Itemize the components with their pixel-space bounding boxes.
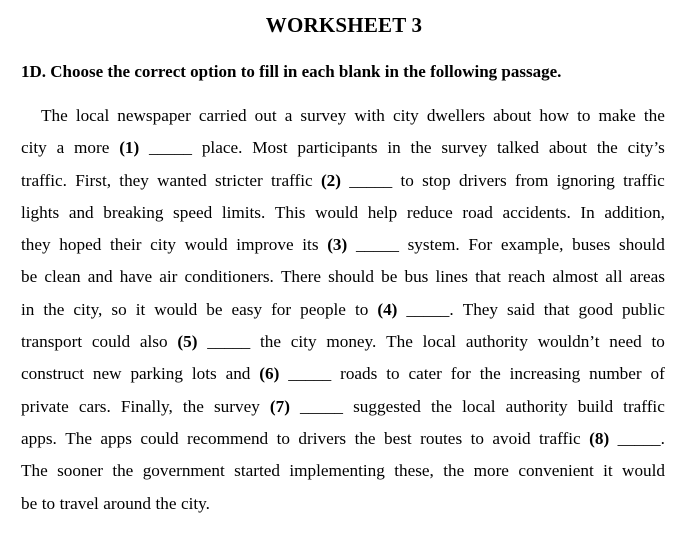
passage-word: air [159, 267, 178, 287]
passage-line [21, 423, 665, 455]
passage-word: would [184, 235, 228, 255]
passage-word: The [21, 461, 48, 481]
passage-word: to [651, 332, 665, 352]
passage-word: apps. [21, 428, 57, 448]
passage-word: started [234, 461, 280, 481]
passage-word: city, [73, 299, 103, 319]
blank-number: (8) [589, 428, 610, 448]
passage-line [21, 132, 665, 164]
passage-word: clean [44, 267, 81, 287]
passage-word: improve [236, 235, 294, 255]
passage-word: survey [441, 138, 488, 158]
passage-word: _____. [617, 428, 665, 448]
passage-word: city [150, 235, 176, 255]
passage-word: speed [173, 202, 213, 222]
passage-word: best [384, 428, 412, 448]
passage-word: be [381, 267, 398, 287]
passage-word: about [548, 138, 587, 158]
blank-number: (7) [269, 396, 290, 416]
passage-word: build [577, 396, 614, 416]
passage-word: be [21, 493, 38, 513]
passage-word: apps [100, 428, 132, 448]
passage-word: its [302, 235, 319, 255]
blank-number: (2) [320, 170, 341, 190]
passage-word: For [468, 235, 493, 255]
passage-word: to [400, 170, 414, 190]
passage-word: should [328, 267, 374, 287]
passage-word: said [507, 299, 535, 319]
passage-word: drivers [458, 170, 507, 190]
passage-word: Most [252, 138, 288, 158]
blank-number: (6) [259, 364, 280, 384]
passage-word: survey [213, 396, 260, 416]
passage-word: almost [552, 267, 599, 287]
passage-word: implementing [289, 461, 385, 481]
passage-word: dwellers [426, 106, 486, 125]
passage-word: a [284, 106, 293, 125]
passage-word: to [470, 428, 484, 448]
passage-word: city [290, 332, 317, 352]
blank-number: (3) [327, 235, 348, 255]
passage-word: avoid [492, 428, 531, 448]
passage-word: private [21, 396, 69, 416]
passage-word: The [41, 106, 68, 125]
passage-word: government [142, 461, 225, 481]
passage-word: new [92, 364, 122, 384]
passage-word: system. [407, 235, 460, 255]
passage-word: wanted [157, 170, 207, 190]
passage-word: bus [404, 267, 429, 287]
passage-word: survey [300, 106, 347, 125]
passage-word: money. [326, 332, 377, 352]
passage-word: The [65, 428, 92, 448]
passage-word: that [475, 267, 501, 287]
passage-word: they [119, 170, 149, 190]
passage-word: breaking [103, 202, 164, 222]
passage-word: local [462, 396, 496, 416]
passage-word: the [259, 332, 281, 352]
passage-line [21, 261, 665, 293]
passage-word: example, [500, 235, 564, 255]
passage-word: make [598, 106, 636, 125]
passage-line [21, 229, 665, 261]
passage-word: out [254, 106, 277, 125]
passage-word: would [315, 202, 359, 222]
passage-word: recommend [187, 428, 269, 448]
passage-word: increasing [509, 364, 581, 384]
passage-word: roads [340, 364, 378, 384]
passage-word: _____ [288, 364, 332, 384]
passage-line [21, 326, 665, 358]
passage-word: these, [394, 461, 434, 481]
passage-word: of [650, 364, 665, 384]
blank-number: (5) [177, 332, 198, 352]
passage-word: be [206, 299, 223, 319]
passage-word: routes [420, 428, 463, 448]
passage-word: lights [21, 202, 60, 222]
passage-word: _____ [207, 332, 251, 352]
passage-word: city. [180, 493, 210, 513]
passage-word: areas [629, 267, 665, 287]
passage-word: transport [21, 332, 83, 352]
passage-word: in [387, 138, 401, 158]
passage-word: lines [435, 267, 468, 287]
exercise-instruction: 1D. Choose the correct option to fill in each blank in the following passage. [21, 62, 562, 81]
passage-word: _____ [300, 396, 343, 416]
passage-word: to [577, 106, 591, 125]
passage-word: This [274, 202, 306, 222]
passage-word: stop [422, 170, 451, 190]
passage-word: reduce [406, 202, 453, 222]
passage-word: be [21, 267, 38, 287]
passage-word: road [462, 202, 493, 222]
passage-word: public [621, 299, 665, 319]
passage-word: travel [59, 493, 99, 513]
passage-word: have [119, 267, 153, 287]
passage-word: traffic [271, 170, 313, 190]
passage-word: _____. [406, 299, 454, 319]
passage-word: There [280, 267, 322, 287]
passage-word: and [68, 202, 94, 222]
passage-word: newspaper [117, 106, 191, 125]
passage-word: need [609, 332, 642, 352]
passage-word: how [539, 106, 570, 125]
passage-word: good [578, 299, 613, 319]
passage-word: should [619, 235, 665, 255]
passage-word: the [182, 396, 204, 416]
passage-word: with [354, 106, 385, 125]
passage-word: a [56, 138, 65, 158]
passage-word: traffic [539, 428, 581, 448]
passage-line [21, 165, 665, 197]
passage-word: from [514, 170, 549, 190]
passage-word: lots [191, 364, 217, 384]
passage-word: the [643, 106, 665, 125]
passage-word: drivers [298, 428, 347, 448]
passage-word: it [603, 461, 613, 481]
passage-word: could [91, 332, 131, 352]
passage-word: the [443, 461, 465, 481]
passage-word: _____ [349, 170, 393, 190]
passage-word: participants [297, 138, 378, 158]
passage-word: could [140, 428, 179, 448]
passage-word: around [103, 493, 151, 513]
passage-word: _____ [149, 138, 193, 158]
passage-word: would [622, 461, 665, 481]
blank-number: (4) [377, 299, 398, 319]
passage-word: to [354, 299, 369, 319]
passage-word: also [139, 332, 168, 352]
passage-word: hoped [59, 235, 102, 255]
passage-word: cars. [78, 396, 111, 416]
passage-word: traffic [623, 170, 665, 190]
passage-word: local [75, 106, 110, 125]
passage-word: for [450, 364, 471, 384]
passage-word: and [87, 267, 113, 287]
passage-word: city [392, 106, 419, 125]
passage-line [21, 455, 665, 487]
passage-line [21, 391, 665, 423]
passage-line [21, 197, 665, 229]
passage-word: and [225, 364, 251, 384]
passage-word: authority [505, 396, 568, 416]
passage-word: traffic. [21, 170, 67, 190]
passage-word: the [430, 396, 452, 416]
passage-word: the [410, 138, 432, 158]
passage-word: accidents. [502, 202, 571, 222]
passage-word: to [386, 364, 400, 384]
passage-word: conditioners. [184, 267, 274, 287]
passage-word: so [111, 299, 127, 319]
passage-word: They [462, 299, 499, 319]
passage-line [21, 358, 665, 390]
passage-word: authority [465, 332, 528, 352]
passage-word: the [354, 428, 376, 448]
passage-word: addition, [604, 202, 665, 222]
worksheet-title: WORKSHEET 3 [265, 13, 423, 37]
passage-word: In [580, 202, 595, 222]
passage-word: their [109, 235, 142, 255]
blank-number: (1) [119, 138, 140, 158]
passage-word: about [493, 106, 532, 125]
passage-word: _____ [355, 235, 399, 255]
passage-word: the [112, 461, 134, 481]
passage-word: construct [21, 364, 85, 384]
passage-word: carried [198, 106, 247, 125]
passage-word: more [74, 138, 110, 158]
passage-word: it [135, 299, 146, 319]
passage-word: number [589, 364, 642, 384]
passage-word: talked [497, 138, 539, 158]
passage-word: they [21, 235, 51, 255]
passage-word: Finally, [120, 396, 173, 416]
passage-word: for [271, 299, 292, 319]
passage-word: parking [130, 364, 183, 384]
passage-word: ignoring [556, 170, 615, 190]
passage-line [21, 100, 665, 132]
passage-word: local [422, 332, 457, 352]
passage-word: traffic [623, 396, 665, 416]
passage-word: the [479, 364, 501, 384]
passage-line [21, 488, 665, 520]
passage-word: more [473, 461, 509, 481]
passage-word: suggested [353, 396, 421, 416]
passage-word: limits. [221, 202, 266, 222]
passage-word: The [386, 332, 413, 352]
passage-word: stricter [215, 170, 263, 190]
passage-word: to [41, 493, 56, 513]
passage-word: easy [231, 299, 263, 319]
passage-word: city [21, 138, 47, 158]
passage-word: the [155, 493, 177, 513]
passage-word: people [300, 299, 346, 319]
passage-word: cater [408, 364, 442, 384]
passage-word: wouldn’t [537, 332, 600, 352]
passage-word: sooner [57, 461, 103, 481]
passage-word: would [154, 299, 198, 319]
passage-word: First, [75, 170, 112, 190]
passage-word: place. [201, 138, 243, 158]
passage-word: that [543, 299, 570, 319]
passage-word: reach [507, 267, 546, 287]
reading-passage [21, 100, 665, 520]
passage-word: to [276, 428, 290, 448]
passage-word: all [605, 267, 623, 287]
passage-line [21, 294, 665, 326]
passage-word: the [43, 299, 65, 319]
passage-word: city’s [627, 138, 665, 158]
passage-word: the [596, 138, 618, 158]
passage-word: help [367, 202, 398, 222]
passage-word: buses [572, 235, 611, 255]
passage-word: convenient [518, 461, 594, 481]
passage-word: in [21, 299, 35, 319]
